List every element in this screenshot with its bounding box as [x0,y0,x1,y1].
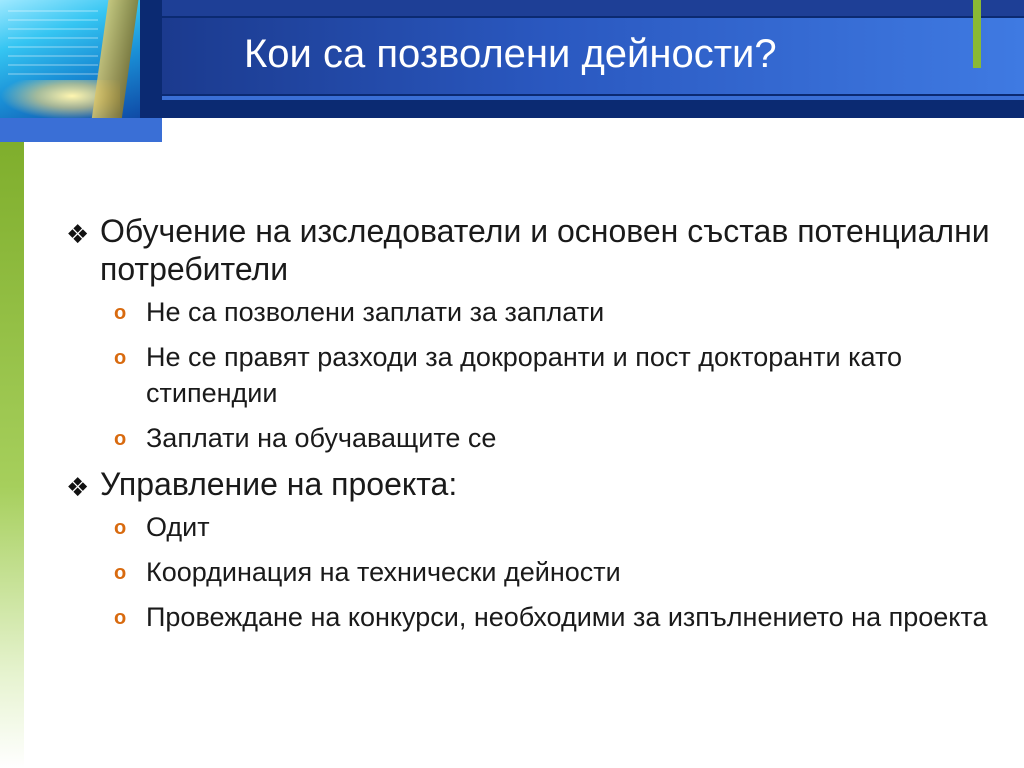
bullet-text: Не са позволени заплати за заплати [146,297,605,327]
header-divider [140,0,162,118]
bullet-text: Управление на проекта: [100,466,458,502]
diamond-bullet-icon: ❖ [66,219,90,249]
bullet-text: Не се правят разходи за докроранти и пост докторанти като стипендии [146,342,903,408]
circle-bullet-icon: o [114,517,127,539]
bullet-text: Заплати на обучаващите се [146,423,497,453]
circle-bullet-icon: o [114,562,127,584]
header-top-strip [162,0,1024,16]
bullet-level1 [62,465,992,503]
bullet-level1 [62,212,992,288]
bullet-level2 [62,509,992,545]
circle-bullet-icon: o [114,428,127,450]
header-corner-strip [0,118,162,142]
bullet-text: Координация на технически дейности [146,557,621,587]
header-green-accent [973,0,981,68]
diamond-bullet-icon: ❖ [66,472,90,502]
bullet-text: Одит [146,512,210,542]
bullet-level2 [62,339,992,411]
circle-bullet-icon: o [114,302,127,324]
header-lower-strip [162,96,1024,100]
circle-bullet-icon: o [114,347,127,369]
bullet-level2 [62,554,992,590]
monitor-screen-lines [8,10,98,80]
left-green-bar [0,142,24,768]
bullet-text: Провеждане на конкурси, необходими за изпълнението на проекта [146,602,988,632]
bullet-level2 [62,294,992,330]
slide-content [62,212,992,644]
circle-bullet-icon: o [114,607,127,629]
bullet-level2 [62,420,992,456]
bullet-level2 [62,599,992,635]
monitor-image [0,0,140,118]
bullet-text: Обучение на изследователи и основен състав потенциални потребители [100,213,990,287]
page-title: Кои са позволени дейности? [244,32,777,76]
